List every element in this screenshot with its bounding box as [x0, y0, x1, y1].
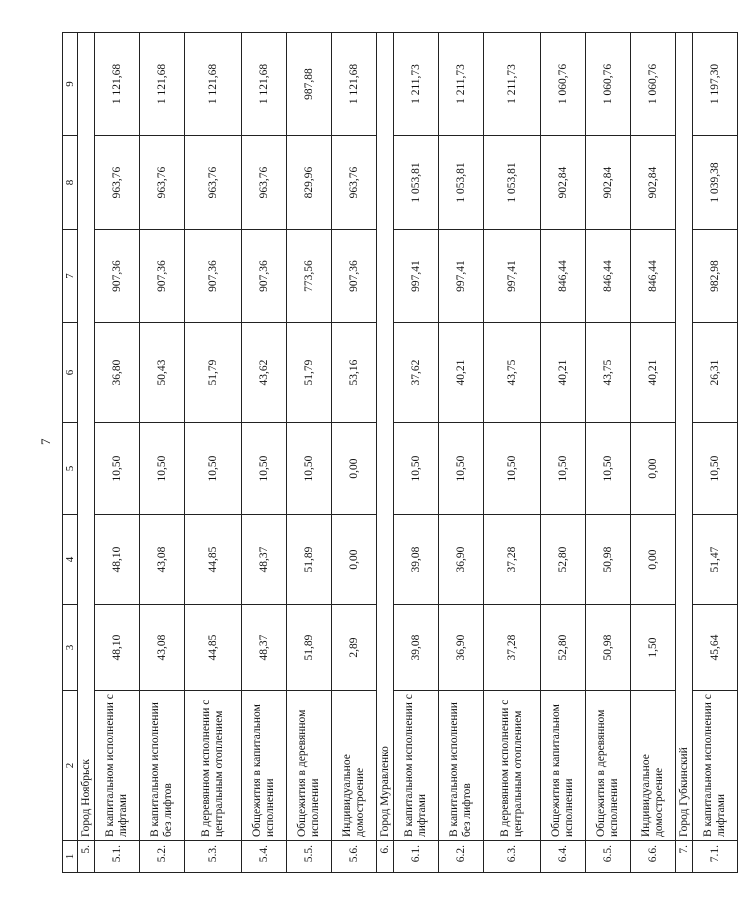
value-col-4: 50,98 — [586, 515, 631, 605]
value-col-8: 963,76 — [140, 136, 185, 230]
row-code: 7. — [676, 841, 693, 873]
value-col-6: 50,43 — [140, 323, 185, 423]
value-col-5: 0,00 — [631, 423, 676, 515]
value-col-7: 846,44 — [631, 230, 676, 323]
value-col-8: 829,96 — [287, 136, 332, 230]
column-number-7: 7 — [63, 230, 78, 323]
row-code: 6.3. — [484, 841, 541, 873]
value-col-3: 2,89 — [332, 605, 377, 691]
value-col-5: 10,50 — [394, 423, 439, 515]
column-number-1: 1 — [63, 841, 78, 873]
value-col-4: 37,28 — [484, 515, 541, 605]
value-col-9: 1 121,68 — [185, 33, 242, 136]
row-code: 5.1. — [95, 841, 140, 873]
value-col-5: 10,50 — [185, 423, 242, 515]
value-col-5: 10,50 — [541, 423, 586, 515]
row-name: Общежития в капитальном исполнении — [541, 691, 586, 841]
value-col-3: 51,89 — [287, 605, 332, 691]
value-col-6: 26,31 — [693, 323, 738, 423]
row-code: 6.2. — [439, 841, 484, 873]
value-col-5: 10,50 — [95, 423, 140, 515]
table-row — [631, 33, 676, 873]
value-col-5: 10,50 — [586, 423, 631, 515]
row-name: В капитальном исполнении без лифтов — [140, 691, 185, 841]
value-col-9: 1 060,76 — [586, 33, 631, 136]
value-col-3: 48,37 — [242, 605, 287, 691]
value-col-8: 963,76 — [185, 136, 242, 230]
value-col-6: 43,62 — [242, 323, 287, 423]
value-col-6: 40,21 — [631, 323, 676, 423]
city-row — [676, 33, 693, 873]
row-code: 6.1. — [394, 841, 439, 873]
value-col-8: 1 039,38 — [693, 136, 738, 230]
row-name: Общежития в деревянном исполнении — [586, 691, 631, 841]
value-col-8: 963,76 — [95, 136, 140, 230]
row-code: 6.6. — [631, 841, 676, 873]
value-col-3: 37,28 — [484, 605, 541, 691]
value-col-4: 48,10 — [95, 515, 140, 605]
table-row — [332, 33, 377, 873]
value-col-6: 36,80 — [95, 323, 140, 423]
value-col-9: 1 060,76 — [631, 33, 676, 136]
table-row — [242, 33, 287, 873]
value-col-4: 39,08 — [394, 515, 439, 605]
value-col-7: 846,44 — [541, 230, 586, 323]
value-col-9: 1 121,68 — [95, 33, 140, 136]
city-row — [78, 33, 95, 873]
row-name: В капитальном исполнении с лифтами — [394, 691, 439, 841]
row-name: Общежития в капитальном исполнении — [242, 691, 287, 841]
column-number-6: 6 — [63, 323, 78, 423]
row-code: 5.4. — [242, 841, 287, 873]
value-col-7: 907,36 — [140, 230, 185, 323]
value-col-4: 36,90 — [439, 515, 484, 605]
city-name: Город Ноябрьск — [78, 33, 95, 841]
value-col-3: 52,80 — [541, 605, 586, 691]
value-col-5: 10,50 — [287, 423, 332, 515]
table-row — [394, 33, 439, 873]
row-name: В капитальном исполнении без лифтов — [439, 691, 484, 841]
row-name: Общежития в деревянном исполнении — [287, 691, 332, 841]
row-name: В капитальном исполнении с лифтами — [693, 691, 738, 841]
value-col-9: 987,88 — [287, 33, 332, 136]
row-name: В деревянном исполнении с центральным отоплением — [484, 691, 541, 841]
row-code: 6.4. — [541, 841, 586, 873]
value-col-8: 1 053,81 — [439, 136, 484, 230]
column-number-2: 2 — [63, 691, 78, 841]
row-code: 5.5. — [287, 841, 332, 873]
value-col-5: 10,50 — [242, 423, 287, 515]
value-col-7: 907,36 — [185, 230, 242, 323]
table-row — [287, 33, 332, 873]
row-name: В капитальном исполнении с лифтами — [95, 691, 140, 841]
city-name: Город Губкинский — [676, 33, 693, 841]
value-col-9: 1 060,76 — [541, 33, 586, 136]
value-col-7: 907,36 — [95, 230, 140, 323]
value-col-4: 48,37 — [242, 515, 287, 605]
value-col-3: 1,50 — [631, 605, 676, 691]
table-row — [95, 33, 140, 873]
value-col-6: 43,75 — [586, 323, 631, 423]
column-number-9: 9 — [63, 33, 78, 136]
value-col-4: 44,85 — [185, 515, 242, 605]
value-col-7: 997,41 — [484, 230, 541, 323]
value-col-4: 51,89 — [287, 515, 332, 605]
column-number-5: 5 — [63, 423, 78, 515]
value-col-9: 1 211,73 — [484, 33, 541, 136]
row-code: 6. — [377, 841, 394, 873]
value-col-4: 0,00 — [631, 515, 676, 605]
column-number-4: 4 — [63, 515, 78, 605]
city-row — [377, 33, 394, 873]
value-col-3: 48,10 — [95, 605, 140, 691]
row-name: Индивидуальное домостроение — [332, 691, 377, 841]
table-row — [439, 33, 484, 873]
value-col-6: 53,16 — [332, 323, 377, 423]
value-col-5: 0,00 — [332, 423, 377, 515]
value-col-8: 1 053,81 — [394, 136, 439, 230]
value-col-7: 982,98 — [693, 230, 738, 323]
value-col-7: 773,56 — [287, 230, 332, 323]
page-number: 7 — [38, 438, 53, 445]
row-code: 5.2. — [140, 841, 185, 873]
row-code: 5. — [78, 841, 95, 873]
row-name: Индивидуальное домостроение — [631, 691, 676, 841]
value-col-5: 10,50 — [140, 423, 185, 515]
value-col-7: 907,36 — [242, 230, 287, 323]
value-col-9: 1 121,68 — [140, 33, 185, 136]
value-col-7: 846,44 — [586, 230, 631, 323]
value-col-5: 10,50 — [693, 423, 738, 515]
row-code: 6.5. — [586, 841, 631, 873]
value-col-6: 40,21 — [439, 323, 484, 423]
value-col-8: 963,76 — [332, 136, 377, 230]
value-col-7: 997,41 — [439, 230, 484, 323]
city-name: Город Муравленко — [377, 33, 394, 841]
value-col-8: 902,84 — [541, 136, 586, 230]
value-col-6: 37,62 — [394, 323, 439, 423]
rotated-table-container — [62, 33, 727, 873]
value-col-6: 40,21 — [541, 323, 586, 423]
value-col-3: 36,90 — [439, 605, 484, 691]
row-code: 5.6. — [332, 841, 377, 873]
value-col-9: 1 121,68 — [242, 33, 287, 136]
column-number-3: 3 — [63, 605, 78, 691]
table-row — [140, 33, 185, 873]
value-col-7: 997,41 — [394, 230, 439, 323]
value-col-6: 43,75 — [484, 323, 541, 423]
table-row — [541, 33, 586, 873]
value-col-5: 10,50 — [439, 423, 484, 515]
value-col-9: 1 121,68 — [332, 33, 377, 136]
value-col-4: 51,47 — [693, 515, 738, 605]
value-col-4: 52,80 — [541, 515, 586, 605]
row-name: В деревянном исполнении с центральным отоплением — [185, 691, 242, 841]
value-col-4: 0,00 — [332, 515, 377, 605]
column-number-8: 8 — [63, 136, 78, 230]
value-col-6: 51,79 — [185, 323, 242, 423]
tariff-table — [62, 32, 738, 873]
column-number-row — [63, 33, 78, 873]
value-col-6: 51,79 — [287, 323, 332, 423]
value-col-9: 1 197,30 — [693, 33, 738, 136]
value-col-8: 963,76 — [242, 136, 287, 230]
row-code: 7.1. — [693, 841, 738, 873]
table-row — [693, 33, 738, 873]
value-col-3: 44,85 — [185, 605, 242, 691]
value-col-3: 50,98 — [586, 605, 631, 691]
value-col-4: 43,08 — [140, 515, 185, 605]
value-col-9: 1 211,73 — [394, 33, 439, 136]
table-row — [586, 33, 631, 873]
value-col-5: 10,50 — [484, 423, 541, 515]
value-col-3: 43,08 — [140, 605, 185, 691]
table-row — [185, 33, 242, 873]
table-row — [484, 33, 541, 873]
value-col-7: 907,36 — [332, 230, 377, 323]
row-code: 5.3. — [185, 841, 242, 873]
value-col-8: 1 053,81 — [484, 136, 541, 230]
value-col-3: 39,08 — [394, 605, 439, 691]
value-col-9: 1 211,73 — [439, 33, 484, 136]
value-col-3: 45,64 — [693, 605, 738, 691]
value-col-8: 902,84 — [586, 136, 631, 230]
value-col-8: 902,84 — [631, 136, 676, 230]
